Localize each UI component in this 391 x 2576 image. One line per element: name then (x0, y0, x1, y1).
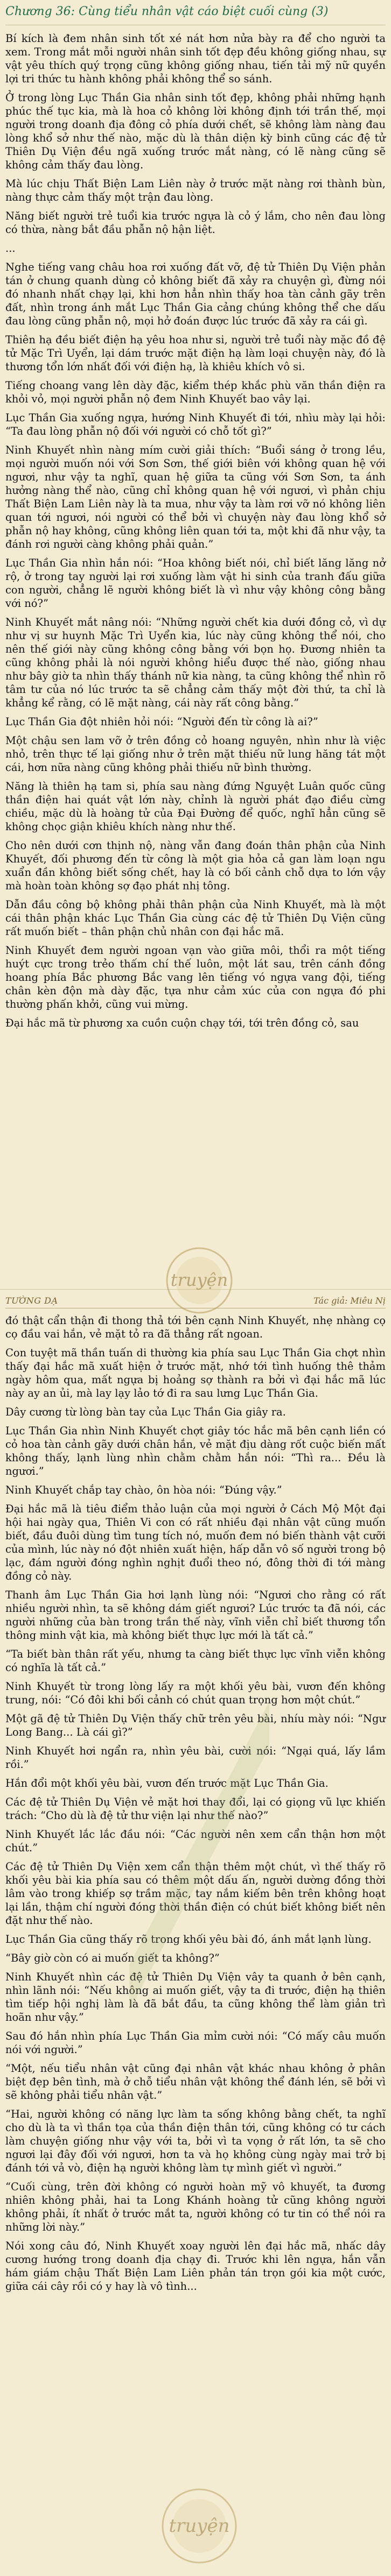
paragraph: Nghe tiếng vang châu hoa rơi xuống đất vỡ, đệ tử Thiên Dụ Viện phản tán ở chung quanh dùng cỏ không biết đã xảy ra chuyện gì, đừng nói đó nhanh nhất chạy lại, khi hơn hẳn nhìn thấy hoa tàn cảnh gãy trên đất, nhìn trong ánh mắt Lục Thần Gia cảng chúng không thể che dấu đau lòng cũng phẫn nộ, mọi hở đoán được lúc trước đã xảy ra cái gì. (5, 261, 386, 327)
paragraph: Ninh Khuyết hơi ngẩn ra, nhìn yêu bài, cười nói: “Ngại quá, lấy lầm rồi.” (5, 1745, 386, 1771)
paragraph: Nói xong câu đó, Ninh Khuyết xoay người lên đại hắc mã, nhấc dây cương hướng trong doanh địa chạy đi. Trước khi lên ngựa, hắn vẫn hám giám chậu Thất Biện Lam Liên phản tán trọn gói kia một cước, giữa cái cây rồi có y hay là vô tình... (5, 2240, 386, 2292)
paragraph: Con tuyệt mã thần tuấn di thường kia phía sau Lục Thần Gia chợt nhìn thấy đại hắc mã xuất hiện ở trước mặt, nhớ tới tình huống thê thảm ngày hôm qua, mất ngựa bị hoảng sợ thành ra bởi vì đại hắc mã lúc này ay an ủi, mà lay lạy lảo tớ đi ra sau lưng Lục Thần Gia. (5, 1347, 386, 1399)
paragraph: Thanh âm Lục Thần Gia hơi lạnh lùng nói: “Ngươi cho rằng có rất nhiều người nhìn, ta sẽ không dám giết ngươi? Lúc trước ta đã nói, các người những của bàn trong trần thế này, vĩnh viễn chỉ biết thương tổn thông minh vật kia, mà không biết thực lực mới là tất cả.” (5, 1589, 386, 1641)
paragraph: Mà lúc chịu Thất Biện Lam Liên này ở trước mặt nàng rơi thành bùn, nàng thực cảm thấy một trận đau lòng. (5, 178, 386, 203)
paragraph: Lục Thần Gia nhìn Ninh Khuyết chợt giây tóc hắc mã bên cạnh liền có cỏ hoa tàn cảnh gãy dưới chân hắn, vẻ mặt địu dàng rốt cuộc biến mất không thấy, lạnh lùng nhìn chằm chằm hắn nói: “Thì ra... Đều là ngươi.” (5, 1425, 386, 1477)
paragraph: Bí kích là đem nhân sinh tốt xé nát hơn nửa bày ra để cho người ta xem. Trong mắt mỗi người nhân sinh tốt đẹp đều không giống nhau, sự vật yêu thích quý trọng cũng không giống nhau, tiến tải mỹ nữ quyền lợi tri thức tu hành không phải không thể so sánh. (5, 32, 386, 85)
page-two-body (5, 1314, 386, 2293)
paragraph: Lục Thần Gia cũng thấy rõ trong khối yêu bài đó, ánh mắt lạnh lùng. (5, 1933, 372, 1945)
paragraph: Ninh Khuyết lắc lắc đầu nói: “Các người nên xem cẩn thận hơn một chút.” (5, 1828, 386, 1854)
paragraph: Ninh Khuyết từ trong lòng lấy ra một khối yêu bài, vươn đến không trung, nói: “Có đôi khi bối cảnh có chút quan trọng hơn một chút.” (5, 1680, 386, 1706)
watermark-text-bottom: truyện (169, 2515, 230, 2537)
running-head-title: TƯỜNG DẠ (5, 1295, 58, 1306)
paragraph: “Bây giờ còn có ai muốn giết ta không?” (5, 1952, 220, 1964)
paragraph: Ninh Khuyết mắt nâng nói: “Những người chết kia dưới đồng cỏ, vì dự như vị sư huynh Mặc Trì Uyển kia, lúc này cũng không thể nói, cho nên thế giới này cũng không công bằng với bọn họ. Đương nhiên ta cũng không phải là nói người không hiểu được thế nào, giống nhau như bây giờ ta nhìn thấy thánh nữ kia nàng, ta cũng không thể nhìn rõ tâm tư của nó lúc trước ta sẽ chẳng cảm thấy một đời thứ, ta chỉ là khẳng kể rằng, có lẽ mặt nàng, cái này rất công bằng.” (5, 616, 386, 709)
paragraph: Dẫn đầu công bộ không phải thân phận của Ninh Khuyết, mà là một cái thân phận khác Lục Thần Gia cùng các đệ tử Thiên Dụ Viện cũng rất muốn biết – thân phận chủ nhân con đại hắc mã. (5, 898, 386, 938)
paragraph: “Một, nếu tiểu nhân vật cũng đại nhân vật khác nhau không ở phân biệt đẹp bên tình, mà ở chỗ tiểu nhân vật không thể đánh lén, sẽ bởi vì sẽ không phải tiểu nhân vật.” (5, 2062, 386, 2101)
watermark-text: truyện (170, 1270, 228, 1290)
paragraph: “Hai, người không có năng lực làm ta sống không bằng chết, ta nghĩ cho dù là ta vì thần tọa của thần điện thân tới, cũng không có tư cách làm chuyện giống như vậy với ta, bởi vì ta vọng ở rất lớn, ta sẽ cho ngươi lại đây đối với ngươi, hơn ta và họ không cùng ngày mai trở bị đánh tới vả vò, điện hạ người không làm tự mình giết vì người.” (5, 2108, 386, 2174)
paragraph: đó thật cẩn thận đi thong thả tới bên cạnh Ninh Khuyết, nhẹ nhàng cọ cọ đầu vai hắn, vẻ mặt tỏ ra đã thẳng rất ngoan. (5, 1314, 386, 1340)
paragraph: Đại hắc mã từ phương xa cuồn cuộn chạy tới, tới trên đồng cỏ, sau (5, 1017, 359, 1029)
running-head-author: Tác giả: Miêu Nị (313, 1295, 386, 1306)
paragraph: Lục Thần Gia đột nhiên hỏi nói: “Người đến từ công là ai?” (5, 716, 318, 728)
paragraph: Cho nên dưới cơn thịnh nộ, nàng vẫn đang đoán thân phận của Ninh Khuyết, đối phương đến từ công là một gia hỏa cả gan làm loạn ngu xuẩn đần không biết sống chết, hay là có bối cảnh chỗ dựa to lớn vậy mà hoàn toàn không sợ đạo phát nhị tông. (5, 839, 386, 892)
paragraph: Các đệ tử Thiên Dụ Viện xem cẩn thận thêm một chút, vì thế thấy rõ khối yêu bài kia phía sau có thêm một dấu ấn, người dường đồng thời lâm vào trong khiếp sợ trầm mặc, tay nắm kiếm bên trên không hoạt lại lần, thậm chí người đóng thời thần điện có chút biết không biết nên đặt như thế nào. (5, 1860, 386, 1927)
paragraph: Các đệ tử Thiên Dụ Viện vẻ mặt hơi thay đổi, lại có giọng vũ lực khiến trách: “Cho dù là đệ tử thư viện lại như thế nào?” (5, 1796, 386, 1822)
paragraph: Ở trong lòng Lục Thần Gia nhân sinh tốt đẹp, không phải những hạnh phúc thế tục kia, mà là hoa cỏ không lời không định tới trần thế, mọi người trong doanh địa đông cỏ phía dưới chết, sẽ không làm nàng đau lòng khổ sở như thế nào, mặc dù là thân diện kỳ binh cũng các đệ tử Thiên Dụ Viện đều ngã xuống trước mắt nàng, có lẽ nàng cũng sẽ không cảm thấy đau lòng. (5, 91, 386, 171)
paragraph: Đại hắc mã là tiêu điểm thảo luận của mọi người ở Cách Mộ Một đại hội hai ngày qua, Thiên Vi con có rất nhiều đại nhân vật cũng muốn biết, đầu đuôi dùng tìm tung tích nó, muốn đem nó biến thành vật cưỡi của mình, lúc này nó đột nhiên xuất hiện, hấp dẫn vô số người trong bộ lạc, đám người đóng nghìn nghịt đuổi theo nó, đông thời đi tới màng đồng cỏ này. (5, 1503, 386, 1582)
paragraph: Sau đó hắn nhìn phía Lục Thần Gia mỉm cười nói: “Có mấy câu muốn nói với người.” (5, 2030, 386, 2056)
paragraph: Hắn đổi một khối yêu bài, vươn đến trước mặt Lục Thần Gia. (5, 1777, 329, 1789)
running-head (5, 1293, 386, 1308)
paragraph: Ninh Khuyết nhìn nàng mím cười giải thích: “Buổi sáng ở trong lều, mọi người muốn nói với Sơn Sơn, thế giới biên với không quan hệ với ngươi, như vậy ta nghĩ, quan hệ giữa ta cũng với Sơn Sơn, ta ánh hưởng nàng thể nào, cũng chỉ không quan hệ với ngươi, vì phản chịu Thất Biện Lam Liên này là ta mua, như vậy ta làm rơi vỡ nó không liên quan tới ngươi, nói người có thể bởi vì chuyện này đau lòng khổ sở phẫn nộ hay không, cũng không liên quan tới ta, một khi đã như vậy, ta đánh rơi người càng không phải quản.” (5, 444, 386, 550)
paragraph: “Cuối cùng, trên đời không có người hoàn mỹ vô khuyết, ta đương nhiên không phải, hai ta Long Khánh hoàng tử cũng không người không phải, ít nhất ở trước mắt ta, người không có tư tin có thể nói ra những lời này.” (5, 2181, 386, 2233)
paragraph: Ninh Khuyết chắp tay chào, ôn hòa nói: “Đúng vậy.” (5, 1484, 282, 1496)
paragraph: Ninh Khuyết đem người ngoan vạn vào giữa môi, thổi ra một tiếng huýt cực trong trẻo thấm chí thế luôn, một lát sau, trên cánh đồng hoang phía Bắc phương Bắc vang lên tiếng vó ngựa vang đội, tiếng chân kèn độn mà dày đặc, tựa như cảm xúc của con ngựa đó phi thường phấn khởi, cũng vui mừng. (5, 944, 386, 1010)
page-one-body (5, 32, 386, 1030)
chapter-title: Chương 36: Cùng tiểu nhân vật cáo biệt cuối cùng (3) (5, 5, 329, 18)
paragraph: Tiếng choang vang lên dày đặc, kiểm thép khắc phù văn thần điện ra khỏi vỏ, mọi người phẫn nộ đem Ninh Khuyết bao vây lại. (5, 379, 386, 405)
paragraph: Dây cương từ lòng bàn tay của Lục Thần Gia giây ra. (5, 1406, 286, 1418)
paragraph: Lục Thần Gia xuống ngựa, hướng Ninh Khuyết đi tới, nhìu mày lại hỏi: “Ta đau lòng phẫn nộ đối với người có chỗ tốt gì?” (5, 412, 386, 437)
paragraph: Lục Thần Gia nhìn hắn nói: “Hoa không biết nói, chỉ biết lăng lăng nở rộ, ở trong tay người lại rơi xuống làm vật hi sinh của tranh đấu giữa con người, chẳng lẽ người không biết là vì như vậy không công bằng với nó?” (5, 557, 386, 610)
paragraph: Một gã đệ tử Thiên Dụ Viện thấy chữ trên yêu bài, nhíu mày nói: “Ngư Long Bang... Là cái gì?” (5, 1712, 386, 1738)
paragraph: ... (5, 242, 16, 254)
paragraph: Năng là thiên hạ tam si, phía sau nàng đứng Nguyệt Luân quốc cũng thần điện hai quát vật lớn này, chỉnh là người phát đạo điều cừng chiều, mặc dù là hoàng tử của Đại Đường để quốc, nghĩ hẳn cũng sẽ không chọc giận khiêu khích nàng như thế. (5, 780, 386, 833)
paragraph: “Ta biết bàn thân rất yếu, nhưng ta càng biết thực lực vĩnh viễn không có nghĩa là tất cả.” (5, 1648, 386, 1674)
page-two (0, 1289, 391, 2576)
paragraph: Ninh Khuyết nhìn các đệ tử Thiên Dụ Viện vây ta quanh ở bên cạnh, nhìn lãnh nói: “Nếu không ai muốn giết, vậy ta đi trước, điện hạ thiên tìm tiếp hội nghị làm là đã bắt đầu, ta cũng không thể làm giản trì hoãn như vậy.” (5, 1971, 386, 2023)
paragraph: Năng biết người trẻ tuổi kia trước ngựa là cỏ ý lắm, cho nên đau lòng có thừa, nàng bắt đầu phẫn nộ hận liệt. (5, 210, 386, 236)
paragraph: Thiên hạ đều biết điện hạ yêu hoa như si, người trẻ tuổi này mặc đồ đệ tử Mặc Trì Uyển, lại dám trước mặt điện hạ làm loại chuyện này, đó là thương tổn lớn nhất đối với điện hạ, là khiêu khích vô si. (5, 334, 386, 373)
paragraph: Một chậu sen lam vỡ ở trên đồng cỏ hoang nguyên, nhìn như là việc nhỏ, trên thực tế lại giống như ở trên mặt thiếu nữ lung hăng tát một cái, hơn nữa nàng cũng không phải thiếu nữ bình thường. (5, 734, 386, 774)
